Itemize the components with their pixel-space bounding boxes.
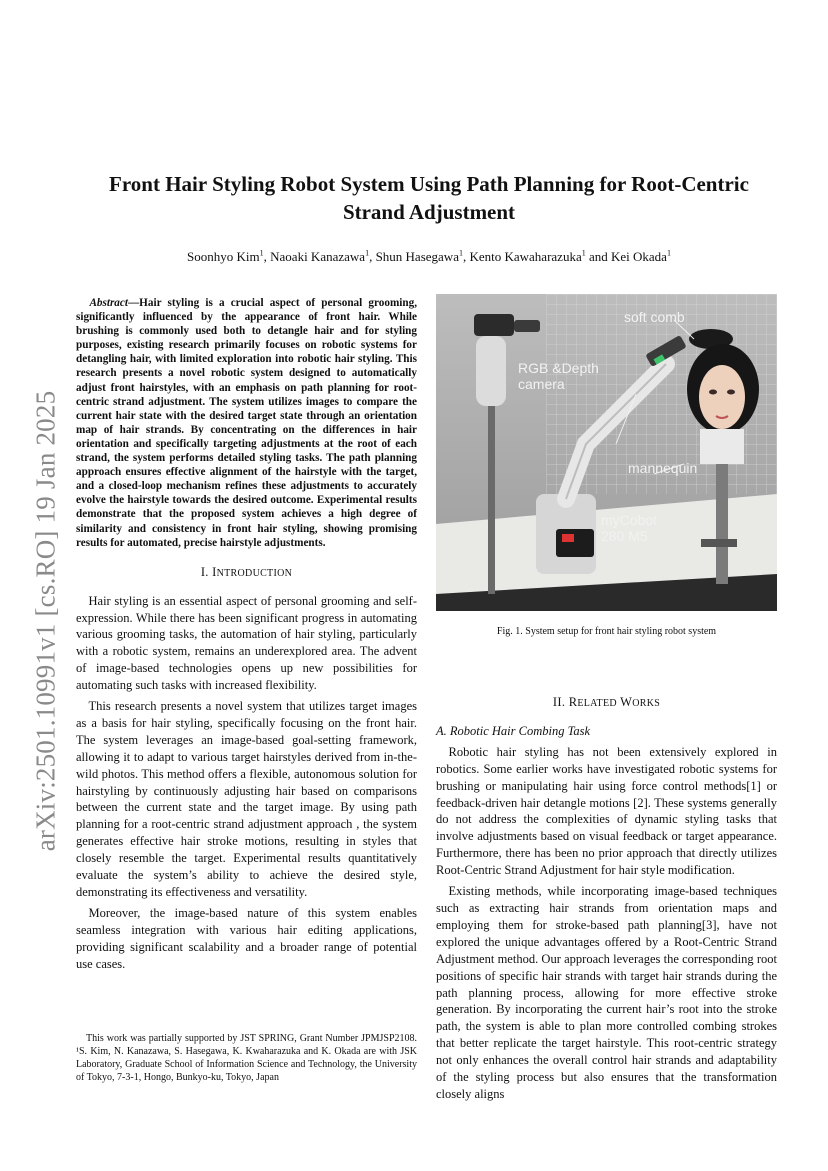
title-line-2: Strand Adjustment [342, 200, 516, 224]
author: Soonhyo Kim$^1$, [187, 248, 271, 264]
label-mannequin: mannequin [628, 460, 698, 476]
label-robot: myCobot 280 M5 [601, 512, 658, 544]
abstract-text: Hair styling is a crucial aspect of personal grooming, significantly influenced by the appearance of front hair. While brushing is commonly used both to detangle hair and for styling purposes, existing research primarily focuses on robotic systems for detangling hair, with limited exploration into robotic hair styling. This research presents a novel robotic system designed to automatically adjust front hairstyles, with an emphasis on path planning for root-centric strand adjustment. The system utilizes images to compare the current hair state with the desired target state through an orientation map of hair strands. By concentrating on the differences in hair orientation and specifically targeting adjustments at the root of each strand, the system performs detailed styling tasks. The path planning approach ensures effective alignment of the hairstyle with the target, and a closed-loop mechanism refines these adjustments to accurately evolve the hairstyle towards the desired outcome. Experimental results demonstrate that the proposed system achieves a high degree of similarity and consistency in front hair styling, showing promising results for automated, precise hairstyle adjustments. [76, 297, 417, 549]
related-paragraph: Existing methods, while incorporating image-based techniques such as extracting hair strands from orientation maps and employing them for stroke-based path planning[3], have not explored the unique advantages offered by a Root-Centric Strand Adjustment method. Our approach leverages the corresponding root positions of specific hair strands with target hair strands during the path planning process, allowing for more effective stroke generation. By incorporating the current hair’s root into the stroke path, the system is able to plan more controlled combing strokes that better replicate the target hairstyle. This root-centric strategy not only enhances the overall control hair strands and adaptability of the styling process but also ensures that the transformation closely aligns [436, 884, 777, 1101]
right-column [436, 680, 777, 1107]
related-paragraph: Robotic hair styling has not been extensively explored in robotics. Some earlier works have investigated robotic systems for brushing or manipulating hair using force control methods[1] or feedback-driven hair detangle motions [2]. These systems generally do not address the complexities of dynamic styling tasks that involve adjustments based on visual feedback or target appearance. Furthermore, there has been no prior approach that directly utilizes Root-Centric Strand Adjustment for hair style modification. [436, 744, 777, 878]
arxiv-identifier: arXiv:2501.10991v1 [cs.RO] 19 Jan 2025 [30, 390, 61, 852]
author: Naoaki Kanazawa$^1$, [270, 248, 376, 264]
author-list [60, 248, 798, 266]
section-heading-introduction: I. INTRODUCTION [200, 564, 293, 579]
author: Kento Kawaharazuka$^1$ and [469, 248, 611, 264]
author: Kei Okada$^1$ [611, 248, 671, 264]
section-heading-related-works: II. RELATED WORKS [552, 695, 661, 709]
author: Shun Hasegawa$^1$, [375, 248, 470, 264]
intro-paragraph: This research presents a novel system that utilizes target images as a basis for hair styling, specifically focusing on the front hair. The system leverages an image-based goal-setting framework, allowing it to adapt to various target hairstyles derived from in-the-wild photos. This method offers a flexible, autonomous solution for hairstyling by continuously adjusting hair based on comparisons between the current state and the target image. By using path planning for a root-centric strand adjustment approach , the system generates effective hair stroke motions, resulting in styles that closely resemble the target. Experimental results quantitatively evaluate the system’s ability to achieve the desired style, demonstrating its effectiveness and versatility. [76, 699, 417, 899]
abstract-label: Abstract [89, 297, 128, 309]
figure-photo [436, 294, 777, 611]
title-line-1: Front Hair Styling Robot System Using Path Planning for Root-Centric [109, 172, 749, 196]
label-soft-comb: soft comb [624, 309, 685, 325]
left-column [76, 296, 417, 977]
robot-setup-illustration [436, 294, 777, 611]
subsection-heading: A. Robotic Hair Combing Task [436, 723, 591, 738]
paper-title [60, 170, 798, 226]
intro-paragraph: Hair styling is an essential aspect of personal grooming and self-expression. While there has been significant progress in automating various grooming tasks, the automation of hair styling, particularly with a robotic system, remains an underexplored area. The advent of image-based technologies opens up new possibilities for automating such tasks with increased flexibility. [76, 593, 417, 693]
intro-paragraph: Moreover, the image-based nature of this system enables seamless integration with various hair editing applications, providing significant scalability and a broader range of potential use cases. [76, 905, 417, 971]
label-camera: RGB &Depth camera [518, 360, 599, 392]
figure-caption: Fig. 1. System setup for front hair styling robot system [496, 626, 717, 637]
footnote: This work was partially supported by JST SPRING, Grant Number JPMJSP2108. ¹S. Kim, N. Kanazawa, S. Hasegawa, K. Kwaharazuka and K. Okada are with JSK Laboratory, Graduate School of Information Science and Technology, the University of Tokyo, 7-3-1, Hongo, Bunkyo-ku, Tokyo, Japan [76, 1033, 417, 1084]
abstract: Abstract—Hair styling is a crucial aspect of personal grooming, significantly influenced by the appearance of front hair. While brushing is commonly used both to detangle hair and for styling purposes, existing research primarily focuses on robotic systems for detangling hair, with limited exploration into robotic hair styling. This research presents a novel robotic system designed to automatically adjust front hairstyles, with an emphasis on path planning for root-centric strand adjustment. The system utilizes images to compare the current hair state with the desired target state through an orientation map of hair strands. By concentrating on the differences in hair orientation and specifically targeting adjustments at the root of each strand, the system performs detailed styling tasks. The path planning approach ensures effective alignment of the hairstyle with the target, and a closed-loop mechanism refines these adjustments to accurately evolve the hairstyle towards the desired outcome. Experimental results demonstrate that the proposed system achieves a high degree of similarity and consistency in front hair styling, showing promising results for automated, precise hairstyle adjustments. [76, 297, 417, 549]
